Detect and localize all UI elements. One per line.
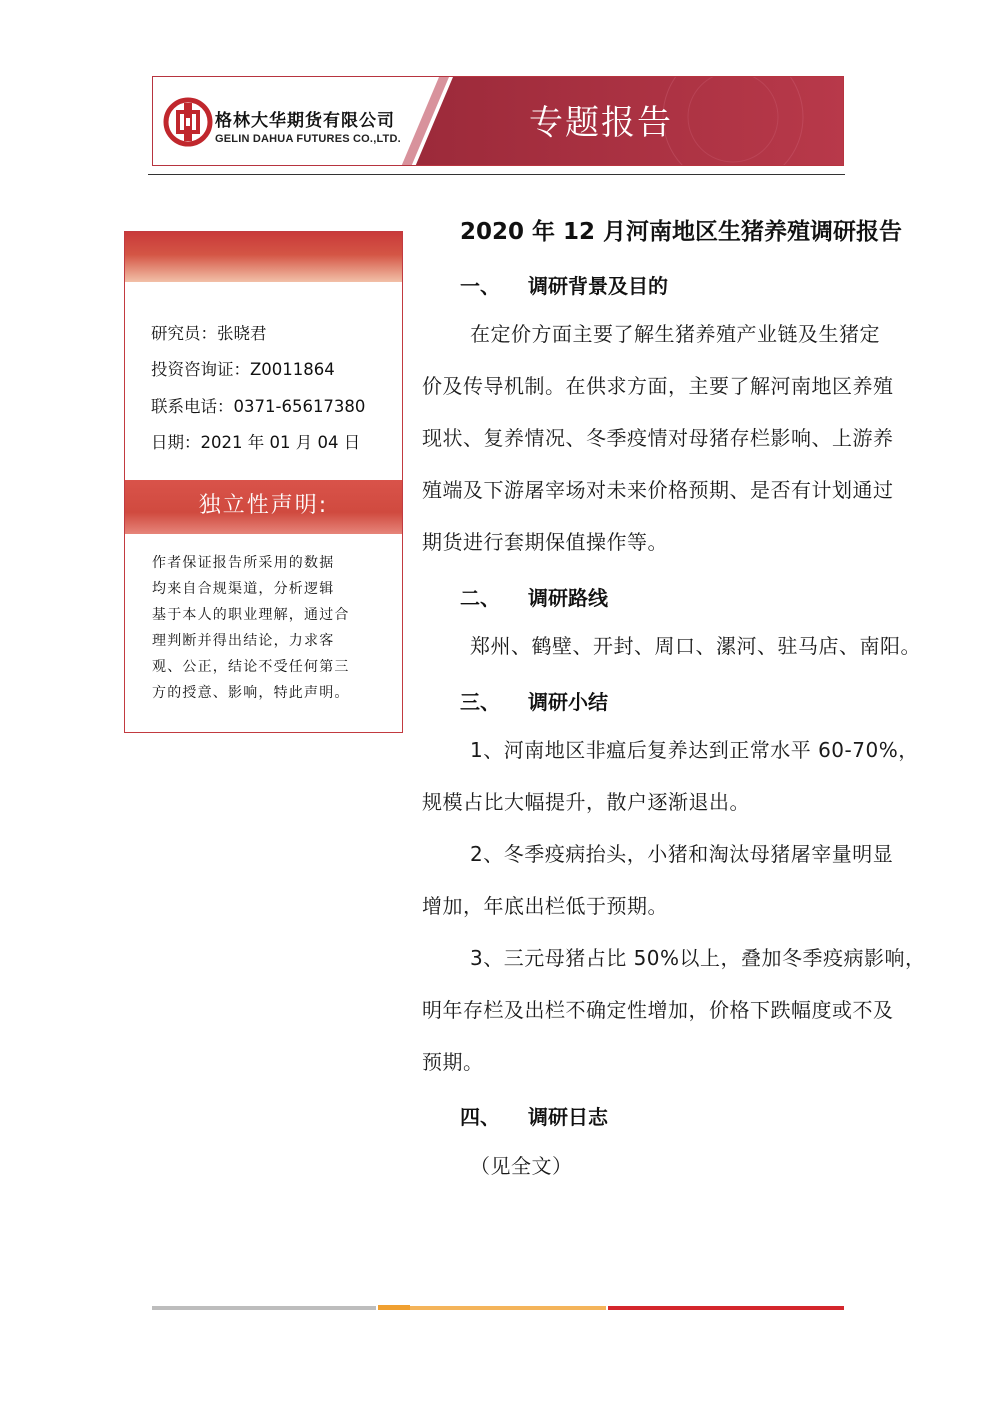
paragraph-line: 殖端及下游屠宰场对未来价格预期、是否有计划通过 <box>422 478 894 502</box>
route-text: 郑州、鹤壁、开封、周口、漯河、驻马店、南阳。 <box>470 634 921 658</box>
section-heading-4 <box>460 1101 608 1130</box>
report-type-label: 专题报告 <box>529 103 673 143</box>
log-note: （见全文） <box>470 1154 573 1178</box>
contact-phone: 联系电话：0371-65617380 <box>151 397 366 416</box>
report-date: 日期：2021 年 01 月 04 日 <box>151 433 361 452</box>
summary-item-1 <box>422 724 954 828</box>
section-title: 调研路线 <box>528 586 608 610</box>
summary-line: 规模占比大幅提升，散户逐渐退出。 <box>422 790 750 814</box>
route-paragraph <box>422 620 954 672</box>
summary-line: 3、三元母猪占比 50%以上，叠加冬季疫病影响， <box>470 946 926 970</box>
section-title: 调研日志 <box>528 1105 608 1129</box>
summary-line: 明年存栏及出栏不确定性增加，价格下跌幅度或不及 <box>422 998 894 1022</box>
report-header-banner <box>152 76 844 166</box>
analyst-sidebar <box>124 231 403 733</box>
summary-item-3 <box>422 932 954 1088</box>
footer-bar-orange <box>410 1306 606 1310</box>
footer-bar-gray <box>152 1306 376 1310</box>
section-number: 二、 <box>460 586 500 610</box>
summary-line: 1、河南地区非瘟后复养达到正常水平 60-70%， <box>470 738 919 762</box>
header-divider <box>148 174 845 175</box>
paragraph-line: 期货进行套期保值操作等。 <box>422 530 668 554</box>
declaration-line: 基于本人的职业理解，通过合 <box>152 607 350 623</box>
declaration-line: 理判断并得出结论，力求客 <box>152 633 335 649</box>
summary-item-2 <box>422 828 954 932</box>
section-heading-1 <box>460 270 668 299</box>
sidebar-top-band <box>125 232 402 282</box>
license-number: 投资咨询证：Z0011864 <box>151 360 335 379</box>
report-title: 2020 年 12 月河南地区生猪养殖调研报告 <box>460 219 903 245</box>
paragraph-line: 在定价方面主要了解生猪养殖产业链及生猪定 <box>470 322 880 346</box>
paragraph-line: 现状、复养情况、冬季疫情对母猪存栏影响、上游养 <box>422 426 894 450</box>
paragraph-line: 价及传导机制。在供求方面，主要了解河南地区养殖 <box>422 374 894 398</box>
declaration-text <box>152 550 382 706</box>
declaration-line: 方的授意、影响，特此声明。 <box>152 685 350 701</box>
section-number: 一、 <box>460 274 500 298</box>
declaration-line: 观、公正，结论不受任何第三 <box>152 659 350 675</box>
summary-line: 2、冬季疫病抬头，小猪和淘汰母猪屠宰量明显 <box>470 842 894 866</box>
summary-line: 预期。 <box>422 1050 484 1074</box>
company-logo-icon <box>163 97 213 147</box>
footer-bar-orange-accent <box>378 1305 410 1310</box>
section-number: 四、 <box>460 1105 500 1129</box>
declaration-title: 独立性声明: <box>198 493 329 518</box>
footer-bar-red <box>608 1306 844 1310</box>
section-title: 调研小结 <box>528 690 608 714</box>
company-name-en: GELIN DAHUA FUTURES CO.,LTD. <box>215 133 401 145</box>
section-title: 调研背景及目的 <box>528 274 668 298</box>
declaration-line: 均来自合规渠道，分析逻辑 <box>152 581 335 597</box>
section-heading-3 <box>460 686 608 715</box>
company-name-cn: 格林大华期货有限公司 <box>215 111 395 131</box>
log-paragraph <box>422 1140 954 1192</box>
declaration-line: 作者保证报告所采用的数据 <box>152 555 335 571</box>
section-heading-2 <box>460 582 608 611</box>
background-paragraph <box>422 308 954 568</box>
summary-line: 增加，年底出栏低于预期。 <box>422 894 668 918</box>
section-number: 三、 <box>460 690 500 714</box>
analyst-name: 研究员：张晓君 <box>151 324 267 343</box>
